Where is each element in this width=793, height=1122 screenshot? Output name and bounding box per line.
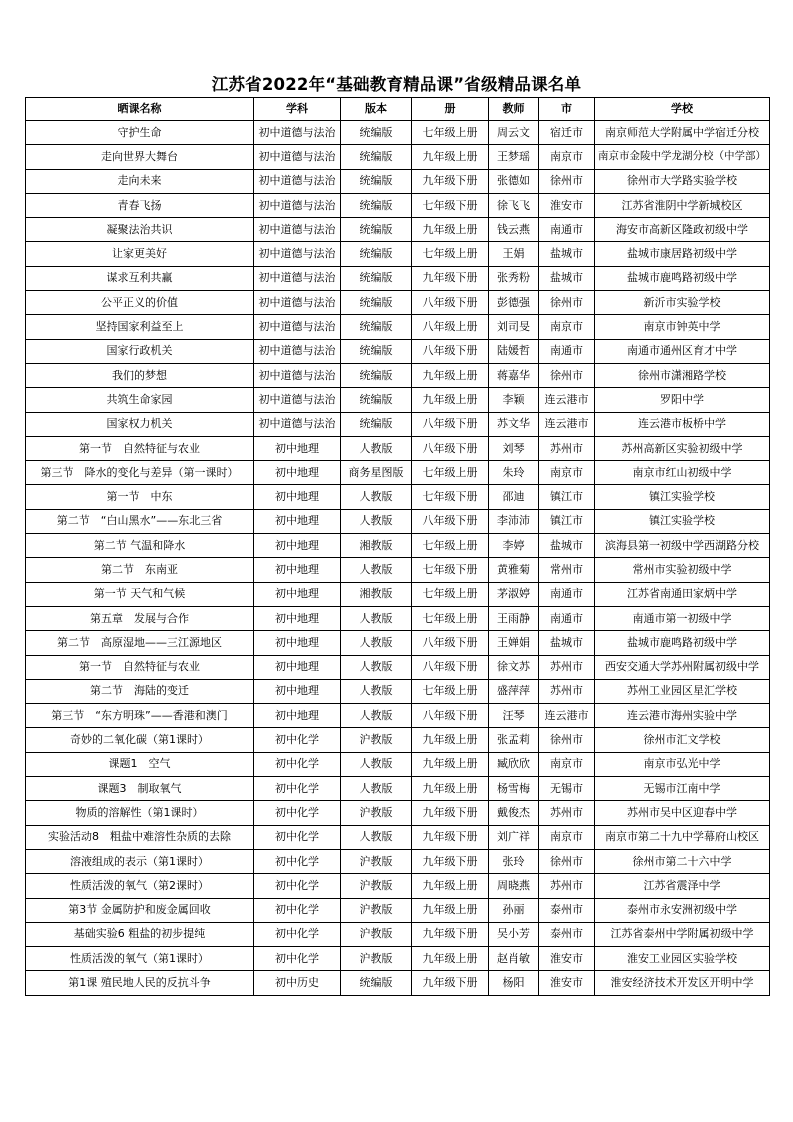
teacher-cell: 王娟	[489, 242, 539, 266]
teacher-cell: 刘广祥	[489, 825, 539, 849]
teacher-cell: 杨阳	[489, 971, 539, 995]
subject-cell: 初中历史	[254, 971, 341, 995]
subject-cell: 初中地理	[254, 631, 341, 655]
volume-cell: 八年级下册	[412, 655, 489, 679]
edition-cell: 统编版	[341, 388, 412, 412]
table-row	[26, 412, 770, 436]
table-row	[26, 145, 770, 169]
subject-cell: 初中化学	[254, 947, 341, 971]
school-cell: 江苏省淮阴中学新城校区	[595, 193, 770, 217]
subject-cell: 初中化学	[254, 728, 341, 752]
city-cell: 连云港市	[539, 388, 595, 412]
city-cell: 南通市	[539, 582, 595, 606]
header-city: 市	[539, 98, 595, 121]
table-row	[26, 704, 770, 728]
table-row	[26, 679, 770, 703]
subject-cell: 初中地理	[254, 606, 341, 630]
course-name-cell: 第一节 中东	[26, 485, 254, 509]
subject-cell: 初中化学	[254, 849, 341, 873]
volume-cell: 九年级上册	[412, 145, 489, 169]
city-cell: 南通市	[539, 218, 595, 242]
table-row	[26, 315, 770, 339]
teacher-cell: 汪琴	[489, 704, 539, 728]
table-row	[26, 971, 770, 995]
volume-cell: 九年级上册	[412, 218, 489, 242]
city-cell: 常州市	[539, 558, 595, 582]
city-cell: 南京市	[539, 461, 595, 485]
edition-cell: 人教版	[341, 752, 412, 776]
teacher-cell: 李婷	[489, 534, 539, 558]
edition-cell: 人教版	[341, 655, 412, 679]
city-cell: 盐城市	[539, 266, 595, 290]
course-name-cell: 第一节 自然特征与农业	[26, 655, 254, 679]
teacher-cell: 徐文苏	[489, 655, 539, 679]
volume-cell: 七年级下册	[412, 558, 489, 582]
subject-cell: 初中地理	[254, 485, 341, 509]
school-cell: 江苏省南通田家炳中学	[595, 582, 770, 606]
table-row	[26, 436, 770, 460]
city-cell: 徐州市	[539, 363, 595, 387]
volume-cell: 九年级下册	[412, 169, 489, 193]
course-name-cell: 第3节 金属防护和废金属回收	[26, 898, 254, 922]
course-name-cell: 第一节 天气和气候	[26, 582, 254, 606]
table-row	[26, 582, 770, 606]
volume-cell: 七年级上册	[412, 534, 489, 558]
course-name-cell: 第二节 气温和降水	[26, 534, 254, 558]
volume-cell: 八年级下册	[412, 704, 489, 728]
subject-cell: 初中化学	[254, 898, 341, 922]
course-name-cell: 国家权力机关	[26, 412, 254, 436]
table-row	[26, 485, 770, 509]
table-row	[26, 922, 770, 946]
edition-cell: 人教版	[341, 509, 412, 533]
course-name-cell: 基础实验6 粗盐的初步提纯	[26, 922, 254, 946]
school-cell: 滨海县第一初级中学西湖路分校	[595, 534, 770, 558]
school-cell: 南京市弘光中学	[595, 752, 770, 776]
table-row	[26, 461, 770, 485]
subject-cell: 初中地理	[254, 655, 341, 679]
teacher-cell: 张德如	[489, 169, 539, 193]
edition-cell: 统编版	[341, 193, 412, 217]
subject-cell: 初中道德与法治	[254, 193, 341, 217]
course-name-cell: 实验活动8 粗盐中难溶性杂质的去除	[26, 825, 254, 849]
city-cell: 徐州市	[539, 849, 595, 873]
table-row	[26, 242, 770, 266]
volume-cell: 七年级下册	[412, 485, 489, 509]
subject-cell: 初中地理	[254, 461, 341, 485]
table-row	[26, 218, 770, 242]
table-row	[26, 291, 770, 315]
subject-cell: 初中化学	[254, 922, 341, 946]
edition-cell: 人教版	[341, 558, 412, 582]
city-cell: 淮安市	[539, 971, 595, 995]
subject-cell: 初中道德与法治	[254, 266, 341, 290]
city-cell: 苏州市	[539, 679, 595, 703]
teacher-cell: 吴小芳	[489, 922, 539, 946]
volume-cell: 七年级下册	[412, 193, 489, 217]
table-row	[26, 825, 770, 849]
subject-cell: 初中道德与法治	[254, 242, 341, 266]
edition-cell: 人教版	[341, 606, 412, 630]
edition-cell: 人教版	[341, 631, 412, 655]
volume-cell: 九年级上册	[412, 363, 489, 387]
city-cell: 淮安市	[539, 947, 595, 971]
subject-cell: 初中地理	[254, 534, 341, 558]
teacher-cell: 张玲	[489, 849, 539, 873]
school-cell: 南通市第一初级中学	[595, 606, 770, 630]
school-cell: 南京师范大学附属中学宿迁分校	[595, 121, 770, 145]
edition-cell: 统编版	[341, 339, 412, 363]
subject-cell: 初中道德与法治	[254, 291, 341, 315]
school-cell: 徐州市潇湘路学校	[595, 363, 770, 387]
table-row	[26, 874, 770, 898]
course-name-cell: 青春飞扬	[26, 193, 254, 217]
header-edition: 版本	[341, 98, 412, 121]
course-name-cell: 国家行政机关	[26, 339, 254, 363]
school-cell: 徐州市大学路实验学校	[595, 169, 770, 193]
school-cell: 盐城市鹿鸣路初级中学	[595, 631, 770, 655]
subject-cell: 初中道德与法治	[254, 363, 341, 387]
subject-cell: 初中地理	[254, 704, 341, 728]
volume-cell: 九年级下册	[412, 801, 489, 825]
city-cell: 盐城市	[539, 631, 595, 655]
city-cell: 苏州市	[539, 801, 595, 825]
school-cell: 徐州市第二十六中学	[595, 849, 770, 873]
school-cell: 盐城市鹿鸣路初级中学	[595, 266, 770, 290]
city-cell: 泰州市	[539, 922, 595, 946]
table-row	[26, 534, 770, 558]
edition-cell: 人教版	[341, 777, 412, 801]
table-row	[26, 121, 770, 145]
edition-cell: 统编版	[341, 412, 412, 436]
subject-cell: 初中化学	[254, 777, 341, 801]
subject-cell: 初中道德与法治	[254, 169, 341, 193]
teacher-cell: 朱玲	[489, 461, 539, 485]
course-name-cell: 第三节 降水的变化与差异（第一课时）	[26, 461, 254, 485]
course-name-cell: 第二节 海陆的变迁	[26, 679, 254, 703]
school-cell: 无锡市江南中学	[595, 777, 770, 801]
table-row	[26, 266, 770, 290]
teacher-cell: 杨雪梅	[489, 777, 539, 801]
table-row	[26, 801, 770, 825]
course-name-cell: 让家更美好	[26, 242, 254, 266]
subject-cell: 初中化学	[254, 825, 341, 849]
edition-cell: 人教版	[341, 825, 412, 849]
city-cell: 南通市	[539, 606, 595, 630]
volume-cell: 八年级下册	[412, 412, 489, 436]
subject-cell: 初中地理	[254, 558, 341, 582]
teacher-cell: 刘司旻	[489, 315, 539, 339]
volume-cell: 七年级上册	[412, 679, 489, 703]
table-row	[26, 558, 770, 582]
teacher-cell: 茅淑婷	[489, 582, 539, 606]
edition-cell: 沪教版	[341, 849, 412, 873]
edition-cell: 沪教版	[341, 874, 412, 898]
course-name-cell: 公平正义的价值	[26, 291, 254, 315]
volume-cell: 八年级下册	[412, 631, 489, 655]
teacher-cell: 张秀粉	[489, 266, 539, 290]
teacher-cell: 李颖	[489, 388, 539, 412]
teacher-cell: 王雨静	[489, 606, 539, 630]
table-row	[26, 509, 770, 533]
teacher-cell: 张孟莉	[489, 728, 539, 752]
volume-cell: 九年级上册	[412, 728, 489, 752]
subject-cell: 初中化学	[254, 801, 341, 825]
teacher-cell: 王梦瑶	[489, 145, 539, 169]
city-cell: 苏州市	[539, 655, 595, 679]
edition-cell: 沪教版	[341, 728, 412, 752]
table-row	[26, 947, 770, 971]
edition-cell: 人教版	[341, 679, 412, 703]
table-body	[26, 121, 770, 996]
edition-cell: 统编版	[341, 291, 412, 315]
school-cell: 徐州市汇文学校	[595, 728, 770, 752]
edition-cell: 统编版	[341, 242, 412, 266]
school-cell: 海安市高新区隆政初级中学	[595, 218, 770, 242]
teacher-cell: 彭德强	[489, 291, 539, 315]
volume-cell: 九年级上册	[412, 874, 489, 898]
course-name-cell: 我们的梦想	[26, 363, 254, 387]
city-cell: 苏州市	[539, 436, 595, 460]
subject-cell: 初中地理	[254, 436, 341, 460]
course-name-cell: 课题3 制取氧气	[26, 777, 254, 801]
edition-cell: 统编版	[341, 363, 412, 387]
course-name-cell: 第一节 自然特征与农业	[26, 436, 254, 460]
volume-cell: 九年级下册	[412, 266, 489, 290]
edition-cell: 统编版	[341, 315, 412, 339]
city-cell: 镇江市	[539, 509, 595, 533]
header-course-name: 晒课名称	[26, 98, 254, 121]
header-subject: 学科	[254, 98, 341, 121]
edition-cell: 沪教版	[341, 947, 412, 971]
city-cell: 南京市	[539, 752, 595, 776]
city-cell: 苏州市	[539, 874, 595, 898]
teacher-cell: 钱云燕	[489, 218, 539, 242]
table-row	[26, 849, 770, 873]
volume-cell: 七年级上册	[412, 242, 489, 266]
volume-cell: 七年级上册	[412, 461, 489, 485]
volume-cell: 九年级上册	[412, 777, 489, 801]
table-row	[26, 898, 770, 922]
volume-cell: 八年级下册	[412, 509, 489, 533]
city-cell: 宿迁市	[539, 121, 595, 145]
course-name-cell: 守护生命	[26, 121, 254, 145]
school-cell: 苏州市吴中区迎春中学	[595, 801, 770, 825]
edition-cell: 人教版	[341, 436, 412, 460]
city-cell: 徐州市	[539, 291, 595, 315]
teacher-cell: 赵肖敏	[489, 947, 539, 971]
school-cell: 南京市钟英中学	[595, 315, 770, 339]
subject-cell: 初中道德与法治	[254, 218, 341, 242]
table-row	[26, 193, 770, 217]
subject-cell: 初中地理	[254, 582, 341, 606]
school-cell: 苏州工业园区星汇学校	[595, 679, 770, 703]
table-row	[26, 655, 770, 679]
table-row	[26, 752, 770, 776]
edition-cell: 沪教版	[341, 801, 412, 825]
city-cell: 泰州市	[539, 898, 595, 922]
table-row	[26, 777, 770, 801]
edition-cell: 统编版	[341, 145, 412, 169]
subject-cell: 初中化学	[254, 874, 341, 898]
course-name-cell: 溶液组成的表示（第1课时）	[26, 849, 254, 873]
volume-cell: 九年级上册	[412, 752, 489, 776]
city-cell: 镇江市	[539, 485, 595, 509]
city-cell: 南京市	[539, 145, 595, 169]
subject-cell: 初中道德与法治	[254, 388, 341, 412]
course-table	[25, 97, 770, 996]
course-name-cell: 课题1 空气	[26, 752, 254, 776]
subject-cell: 初中道德与法治	[254, 412, 341, 436]
course-name-cell: 性质活泼的氧气（第1课时）	[26, 947, 254, 971]
page-title: 江苏省2022年“基础教育精品课”省级精品课名单	[211, 75, 582, 94]
course-name-cell: 第二节 东南亚	[26, 558, 254, 582]
edition-cell: 统编版	[341, 169, 412, 193]
edition-cell: 人教版	[341, 485, 412, 509]
school-cell: 南通市通州区育才中学	[595, 339, 770, 363]
teacher-cell: 陆媛哲	[489, 339, 539, 363]
teacher-cell: 臧欣欣	[489, 752, 539, 776]
edition-cell: 沪教版	[341, 922, 412, 946]
city-cell: 连云港市	[539, 412, 595, 436]
volume-cell: 八年级下册	[412, 291, 489, 315]
edition-cell: 人教版	[341, 704, 412, 728]
school-cell: 西安交通大学苏州附属初级中学	[595, 655, 770, 679]
volume-cell: 七年级上册	[412, 121, 489, 145]
header-row	[26, 98, 770, 121]
school-cell: 江苏省泰州中学附属初级中学	[595, 922, 770, 946]
subject-cell: 初中化学	[254, 752, 341, 776]
school-cell: 江苏省震泽中学	[595, 874, 770, 898]
subject-cell: 初中道德与法治	[254, 339, 341, 363]
school-cell: 淮安经济技术开发区开明中学	[595, 971, 770, 995]
teacher-cell: 周晓燕	[489, 874, 539, 898]
school-cell: 连云港市板桥中学	[595, 412, 770, 436]
volume-cell: 七年级上册	[412, 606, 489, 630]
teacher-cell: 孙丽	[489, 898, 539, 922]
table-row	[26, 339, 770, 363]
teacher-cell: 刘琴	[489, 436, 539, 460]
edition-cell: 商务星图版	[341, 461, 412, 485]
course-name-cell: 第二节 “白山黑水”——东北三省	[26, 509, 254, 533]
volume-cell: 九年级下册	[412, 922, 489, 946]
course-name-cell: 第五章 发展与合作	[26, 606, 254, 630]
course-name-cell: 凝聚法治共识	[26, 218, 254, 242]
course-name-cell: 共筑生命家园	[26, 388, 254, 412]
city-cell: 南京市	[539, 315, 595, 339]
teacher-cell: 蒋嘉华	[489, 363, 539, 387]
school-cell: 镇江实验学校	[595, 509, 770, 533]
volume-cell: 九年级下册	[412, 971, 489, 995]
edition-cell: 湘教版	[341, 582, 412, 606]
course-name-cell: 谋求互利共赢	[26, 266, 254, 290]
volume-cell: 八年级下册	[412, 339, 489, 363]
edition-cell: 统编版	[341, 218, 412, 242]
city-cell: 无锡市	[539, 777, 595, 801]
subject-cell: 初中道德与法治	[254, 315, 341, 339]
school-cell: 南京市金陵中学龙湖分校（中学部）	[595, 145, 770, 169]
volume-cell: 九年级上册	[412, 388, 489, 412]
table-row	[26, 728, 770, 752]
volume-cell: 九年级下册	[412, 849, 489, 873]
teacher-cell: 苏文华	[489, 412, 539, 436]
edition-cell: 沪教版	[341, 898, 412, 922]
teacher-cell: 盛萍萍	[489, 679, 539, 703]
school-cell: 苏州高新区实验初级中学	[595, 436, 770, 460]
teacher-cell: 周云文	[489, 121, 539, 145]
table-row	[26, 388, 770, 412]
course-name-cell: 走向世界大舞台	[26, 145, 254, 169]
volume-cell: 八年级上册	[412, 315, 489, 339]
table-row	[26, 606, 770, 630]
teacher-cell: 徐飞飞	[489, 193, 539, 217]
city-cell: 淮安市	[539, 193, 595, 217]
city-cell: 南京市	[539, 825, 595, 849]
school-cell: 连云港市海州实验中学	[595, 704, 770, 728]
city-cell: 徐州市	[539, 169, 595, 193]
table-row	[26, 363, 770, 387]
subject-cell: 初中地理	[254, 679, 341, 703]
school-cell: 新沂市实验学校	[595, 291, 770, 315]
header-teacher: 教师	[489, 98, 539, 121]
edition-cell: 统编版	[341, 266, 412, 290]
school-cell: 常州市实验初级中学	[595, 558, 770, 582]
edition-cell: 统编版	[341, 121, 412, 145]
course-name-cell: 第三节 “东方明珠”——香港和澳门	[26, 704, 254, 728]
volume-cell: 八年级下册	[412, 436, 489, 460]
course-name-cell: 第1课 殖民地人民的反抗斗争	[26, 971, 254, 995]
course-name-cell: 走向未来	[26, 169, 254, 193]
edition-cell: 统编版	[341, 971, 412, 995]
edition-cell: 湘教版	[341, 534, 412, 558]
header-volume: 册	[412, 98, 489, 121]
course-name-cell: 第二节 高原湿地——三江源地区	[26, 631, 254, 655]
volume-cell: 七年级上册	[412, 582, 489, 606]
table-row	[26, 631, 770, 655]
teacher-cell: 邵迪	[489, 485, 539, 509]
city-cell: 南通市	[539, 339, 595, 363]
header-school: 学校	[595, 98, 770, 121]
course-name-cell: 坚持国家利益至上	[26, 315, 254, 339]
table-row	[26, 169, 770, 193]
school-cell: 南京市第二十九中学幕府山校区	[595, 825, 770, 849]
city-cell: 连云港市	[539, 704, 595, 728]
teacher-cell: 王婵娟	[489, 631, 539, 655]
school-cell: 泰州市永安洲初级中学	[595, 898, 770, 922]
course-name-cell: 物质的溶解性（第1课时）	[26, 801, 254, 825]
school-cell: 盐城市康居路初级中学	[595, 242, 770, 266]
school-cell: 罗阳中学	[595, 388, 770, 412]
volume-cell: 九年级上册	[412, 947, 489, 971]
volume-cell: 九年级上册	[412, 898, 489, 922]
teacher-cell: 黄雅菊	[489, 558, 539, 582]
teacher-cell: 李沛沛	[489, 509, 539, 533]
school-cell: 镇江实验学校	[595, 485, 770, 509]
city-cell: 徐州市	[539, 728, 595, 752]
city-cell: 盐城市	[539, 242, 595, 266]
subject-cell: 初中道德与法治	[254, 121, 341, 145]
school-cell: 淮安工业园区实验学校	[595, 947, 770, 971]
subject-cell: 初中道德与法治	[254, 145, 341, 169]
course-name-cell: 性质活泼的氧气（第2课时）	[26, 874, 254, 898]
school-cell: 南京市红山初级中学	[595, 461, 770, 485]
course-name-cell: 奇妙的二氧化碳（第1课时）	[26, 728, 254, 752]
city-cell: 盐城市	[539, 534, 595, 558]
subject-cell: 初中地理	[254, 509, 341, 533]
teacher-cell: 戴俊杰	[489, 801, 539, 825]
volume-cell: 九年级下册	[412, 825, 489, 849]
